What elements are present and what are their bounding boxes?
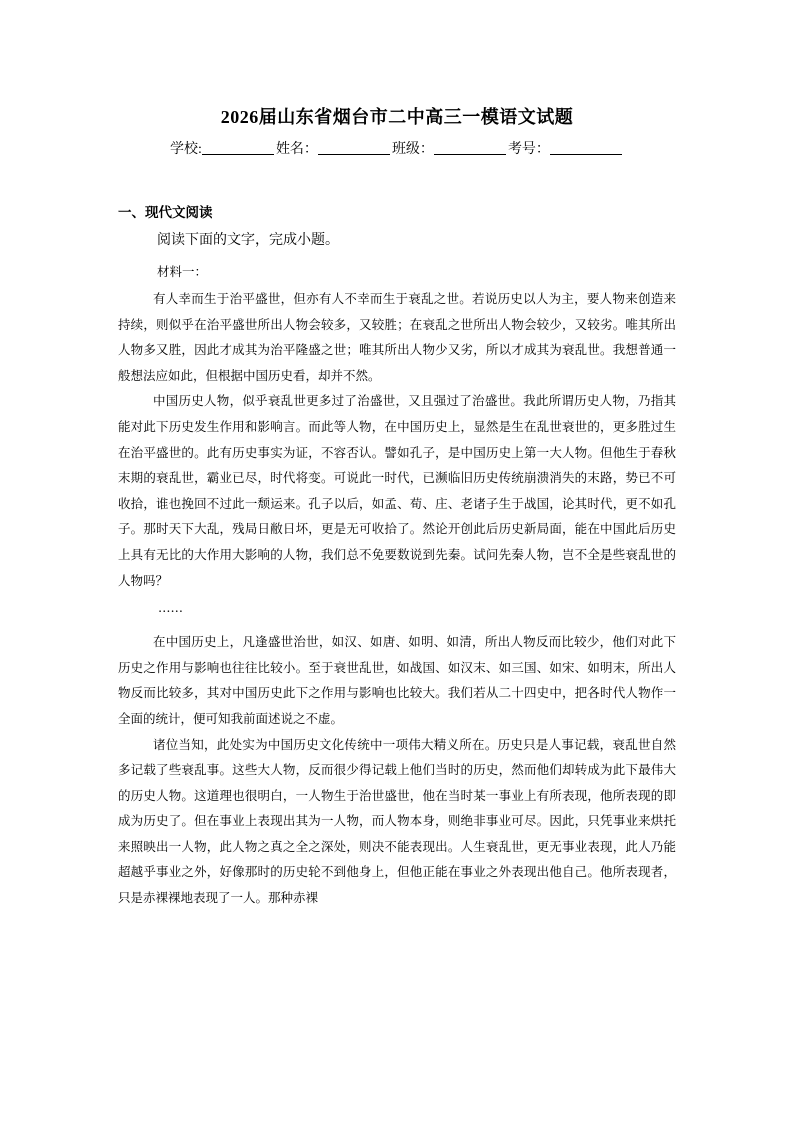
passage-paragraph: 在中国历史上，凡逢盛世治世，如汉、如唐、如明、如清，所出人物反而比较少，他们对此下历史之作用与影响也往往比较小。至于衰世乱世，如战国、如汉末、如三国、如宋、如明末，所出人物反而比较多，其对中国历史此下之作用与影响也比较大。我们若从二十四史中，把各时代人物作一全面的统计，便可知我前面述说之不虚。	[118, 634, 676, 726]
school-label: 学校:	[170, 142, 202, 157]
student-info-line	[0, 138, 794, 158]
passage-paragraph: 有人幸而生于治平盛世，但亦有人不幸而生于衰乱之世。若说历史以人为主，要人物来创造来持续，则似乎在治平盛世所出人物会较多，又较胜；在衰乱之世所出人物会较少，又较劣。唯其所出人物多又胜，因此才成其为治平隆盛之世；唯其所出人物少又劣，所以才成其为衰乱世。我想普通一般想法应如此，但根据中国历史看，却并不然。	[118, 291, 676, 383]
passage-paragraph: 诸位当知，此处实为中国历史文化传统中一项伟大精义所在。历史只是人事记载，衰乱世自然多记载了些衰乱事。这些大人物，反而很少得记载上他们当时的历史，然而他们却转成为此下最伟大的历史人物。这道理也很明白，一人物生于治世盛世，他在当时某一事业上有所表现，他所表现的即成为历史了。但在事业上表现出其为一人物，而人物本身，则绝非事业可尽。因此，只凭事业来烘托来照映出一人物，此人物之真之全之深处，则决不能表现出。人生衰乱世，更无事业表现，此人乃能超越乎事业之外，好像那时的历史轮不到他身上，但他正能在事业之外表现出他自己。他所表现者，只是赤裸裸地表现了一人。那种赤裸	[118, 736, 676, 906]
name-blank[interactable]	[318, 140, 390, 155]
exam-no-label: 考号：	[507, 142, 550, 157]
name-label: 姓名：	[275, 142, 318, 157]
passage-ellipsis: ……	[158, 600, 183, 616]
material-label: 材料一：	[157, 264, 208, 279]
exam-no-blank[interactable]	[550, 140, 622, 155]
passage-body	[118, 286, 676, 911]
class-label: 班级：	[391, 142, 434, 157]
section-heading: 一、现代文阅读	[118, 205, 213, 221]
reading-instruction: 阅读下面的文字，完成小题。	[157, 233, 339, 248]
class-blank[interactable]	[434, 140, 506, 155]
exam-title: 2026届山东省烟台市二中高三一模语文试题	[220, 107, 574, 127]
passage-paragraph: 中国历史人物，似乎衰乱世更多过了治盛世，又且强过了治盛世。我此所谓历史人物，乃指其能对此下历史发生作用和影响言。而此等人物，在中国历史上，显然是生在乱世衰世的，更多胜过生在治平盛世的。此有历史事实为证，不容否认。譬如孔子，是中国历史上第一大人物。但他生于春秋末期的衰乱世，霸业已尽，时代将变。可说此一时代，已濒临旧历史传统崩溃消失的末路，势已不可收拾，谁也挽回不过此一颓运来。孔子以后，如孟、荀、庄、老诸子生于战国，论其时代，更不如孔子。那时天下大乱，残局日敝日坏，更是无可收拾了。然论开创此后历史新局面，能在中国此后历史上具有无比的大作用大影响的人物，我们总不免要数说到先秦。试问先秦人物，岂不全是些衰乱世的人物吗？	[118, 393, 676, 588]
school-blank[interactable]	[202, 140, 274, 155]
